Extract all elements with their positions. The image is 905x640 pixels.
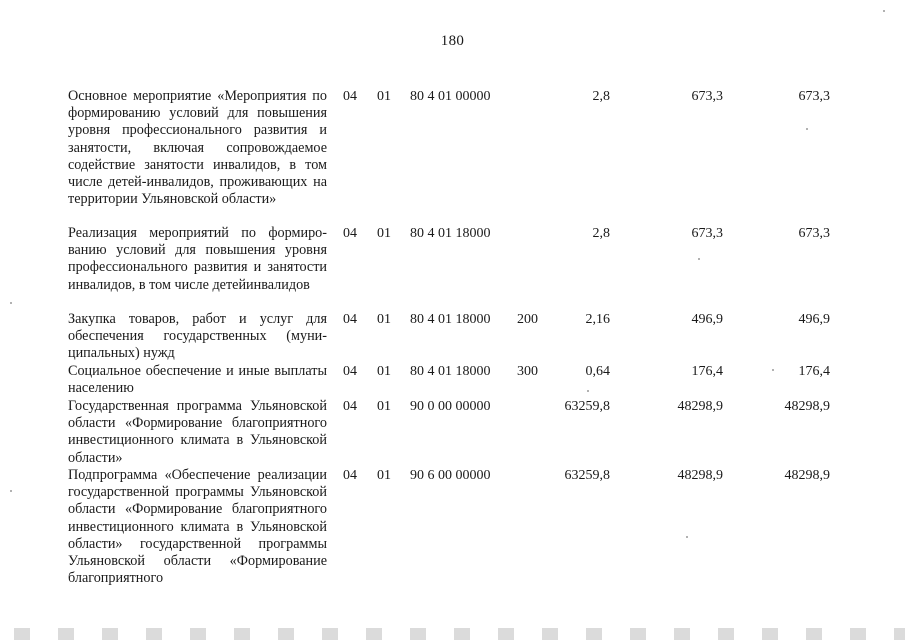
subsection-code: 01 xyxy=(377,226,391,241)
amount-1: 2,8 xyxy=(592,226,610,241)
amount-3: 673,3 xyxy=(798,89,830,104)
table-row xyxy=(68,311,868,363)
expense-kind-code: 300 xyxy=(517,364,538,379)
target-article-code: 80 4 01 00000 xyxy=(410,89,491,104)
budget-table xyxy=(68,88,868,587)
amount-1: 0,64 xyxy=(585,364,610,379)
amount-1: 2,16 xyxy=(585,312,610,327)
scan-speck xyxy=(587,390,589,392)
section-code: 04 xyxy=(343,89,357,104)
table-row xyxy=(68,467,868,587)
section-code: 04 xyxy=(343,312,357,327)
target-article-code: 80 4 01 18000 xyxy=(410,226,491,241)
scan-bottom-edge xyxy=(0,628,905,640)
subsection-code: 01 xyxy=(377,364,391,379)
scan-speck xyxy=(10,302,12,304)
amount-3: 48298,9 xyxy=(784,468,830,483)
amount-3: 48298,9 xyxy=(784,399,830,414)
table-row xyxy=(68,398,868,467)
target-article-code: 80 4 01 18000 xyxy=(410,312,491,327)
subsection-code: 01 xyxy=(377,312,391,327)
amount-2: 176,4 xyxy=(691,364,723,379)
row-description: Реализация мероприятий по формированию условий для повышения уровня профессионального развития и занятости инвалидов, в том числе детейинвалидов xyxy=(68,225,327,293)
scan-speck xyxy=(10,490,12,492)
row-description: Социальное обеспечение и иные выплаты населению xyxy=(68,363,327,397)
subsection-code: 01 xyxy=(377,468,391,483)
target-article-code: 90 6 00 00000 xyxy=(410,468,491,483)
amount-3: 176,4 xyxy=(798,364,830,379)
amount-2: 673,3 xyxy=(691,89,723,104)
expense-kind-code: 200 xyxy=(517,312,538,327)
subsection-code: 01 xyxy=(377,399,391,414)
amount-1: 2,8 xyxy=(592,89,610,104)
table-row xyxy=(68,88,868,225)
scan-speck xyxy=(686,536,688,538)
amount-2: 48298,9 xyxy=(677,399,723,414)
section-code: 04 xyxy=(343,399,357,414)
row-description: Закупка товаров, работ и услуг для обеспечения государственных (муниципальных) нужд xyxy=(68,311,327,362)
page-number: 180 xyxy=(440,33,465,49)
section-code: 04 xyxy=(343,364,357,379)
target-article-code: 80 4 01 18000 xyxy=(410,364,491,379)
section-code: 04 xyxy=(343,226,357,241)
table-row xyxy=(68,363,868,398)
section-code: 04 xyxy=(343,468,357,483)
scan-speck xyxy=(772,369,774,371)
row-description: Основное мероприятие «Мероприятия по формированию условий для повышения уровня профессионального развития и занятости, включая сопровождаемое содействие занятости инвалидов, в том числе детей-инвалидов, проживающих на территории Ульяновской области» xyxy=(68,88,327,208)
table-row xyxy=(68,225,868,311)
row-description: Подпрограмма «Обеспечение реализации государственной программы Ульяновской области «Формирование благоприятного инвестиционного климата в Ульяновской области» государственной программы Ульяновской области «Формирование благоприятного xyxy=(68,467,327,587)
subsection-code: 01 xyxy=(377,89,391,104)
scan-speck xyxy=(698,258,700,260)
amount-2: 496,9 xyxy=(691,312,723,327)
amount-2: 48298,9 xyxy=(677,468,723,483)
amount-1: 63259,8 xyxy=(564,399,610,414)
target-article-code: 90 0 00 00000 xyxy=(410,399,491,414)
scan-speck xyxy=(883,10,885,12)
amount-3: 673,3 xyxy=(798,226,830,241)
amount-3: 496,9 xyxy=(798,312,830,327)
amount-2: 673,3 xyxy=(691,226,723,241)
scan-speck xyxy=(806,128,808,130)
amount-1: 63259,8 xyxy=(564,468,610,483)
row-description: Государственная программа Ульяновской области «Формирование благоприятного инвестиционного климата в Ульяновской области» xyxy=(68,398,327,466)
